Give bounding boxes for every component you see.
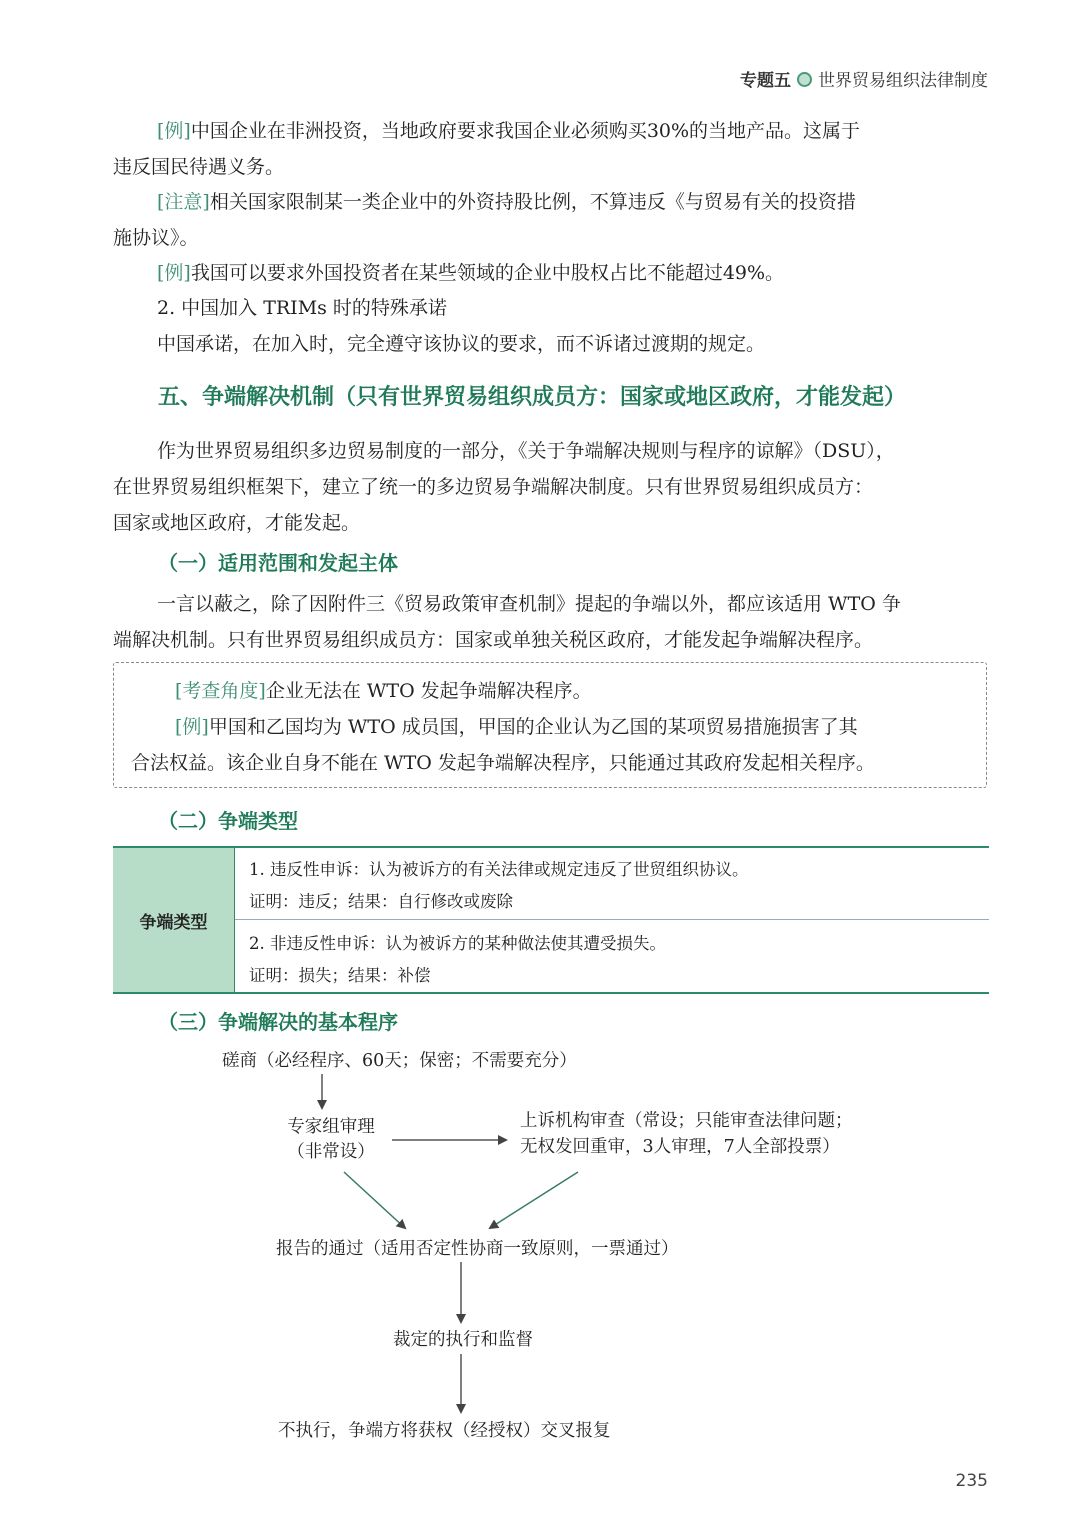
note-tag: [注意] xyxy=(157,191,210,213)
note-line2: 施协议》。 xyxy=(113,227,199,249)
table-row2-line1: 2. 非违反性申诉：认为被诉方的某种做法使其遭受损失。 xyxy=(249,934,666,953)
flow-node-adoption: 报告的通过（适用否定性协商一致原则，一票通过） xyxy=(276,1239,679,1259)
table-row1-line1: 1. 违反性申诉：认为被诉方的有关法律或规定违反了世贸组织协议。 xyxy=(249,860,749,879)
flow-node-appellate xyxy=(520,1108,853,1160)
flow-node-panel xyxy=(277,1115,385,1165)
commitment-text: 中国承诺，在加入时，完全遵守该协议的要求，而不诉诸过渡期的规定。 xyxy=(157,333,766,355)
exam-angle-text: 企业无法在 WTO 发起争端解决程序。 xyxy=(265,680,592,702)
header-title: 世界贸易组织法律制度 xyxy=(818,71,988,91)
page-number: 235 xyxy=(955,1471,988,1491)
exam-angle-tag: [考查角度] xyxy=(175,680,266,702)
subsection-2-title: （二）争端类型 xyxy=(158,809,298,833)
box-example-line1: 甲国和乙国均为 WTO 成员国，甲国的企业认为乙国的某项贸易措施损害了其 xyxy=(208,716,858,738)
subsection-3-title: （三）争端解决的基本程序 xyxy=(158,1010,398,1034)
subsection-1-line2: 端解决机制。只有世界贸易组织成员方：国家或单独关税区政府，才能发起争端解决程序。 xyxy=(113,629,874,651)
table-header-cell: 争端类型 xyxy=(113,848,235,992)
subsection-1-title: （一）适用范围和发起主体 xyxy=(158,551,398,575)
example-2-line1: 我国可以要求外国投资者在某些领域的企业中股权占比不能超过49%。 xyxy=(190,262,785,284)
header-topic: 专题五 xyxy=(740,71,791,91)
example-1-line1: 中国企业在非洲投资，当地政府要求我国企业必须购买30%的当地产品。这属于 xyxy=(190,120,861,142)
arrow-panel-to-adoption xyxy=(344,1172,405,1228)
flow-node-consultation: 磋商（必经程序、60天；保密；不需要充分） xyxy=(222,1051,577,1071)
example-tag: [例] xyxy=(157,262,191,284)
section-5-title: 五、争端解决机制（只有世界贸易组织成员方：国家或地区政府，才能发起） xyxy=(158,385,907,410)
flow-panel-line2: （非常设） xyxy=(287,1142,375,1162)
item-2-heading: 2. 中国加入 TRIMs 时的特殊承诺 xyxy=(157,297,447,319)
box-example-line2: 合法权益。该企业自身不能在 WTO 发起争端解决程序，只能通过其政府发起相关程序。 xyxy=(131,752,875,774)
subsection-1-line1: 一言以蔽之，除了因附件三《贸易政策审查机制》提起的争端以外，都应该适用 WTO 争 xyxy=(157,593,901,615)
example-tag: [例] xyxy=(157,120,191,142)
flow-panel-line1: 专家组审理 xyxy=(287,1117,375,1137)
note-line1: 相关国家限制某一类企业中的外资持股比例，不算违反《与贸易有关的投资措 xyxy=(209,191,856,213)
example-tag: [例] xyxy=(175,716,209,738)
flow-appeal-line1: 上诉机构审查（常设；只能审查法律问题； xyxy=(520,1111,853,1131)
flow-node-retaliation: 不执行，争端方将获权（经授权）交叉报复 xyxy=(278,1421,611,1441)
table-row2-line2: 证明：损失；结果：补偿 xyxy=(249,966,431,985)
flow-node-execution: 裁定的执行和监督 xyxy=(393,1330,533,1350)
table-row1-line2: 证明：违反；结果：自行修改或废除 xyxy=(249,892,513,911)
section-5-line2: 在世界贸易组织框架下，建立了统一的多边贸易争端解决制度。只有世界贸易组织成员方： xyxy=(113,476,874,498)
arrow-appeal-to-adoption xyxy=(490,1172,578,1228)
flow-appeal-line2: 无权发回重审，3人审理，7人全部投票） xyxy=(520,1137,840,1157)
example-1-line2: 违反国民待遇义务。 xyxy=(113,156,285,178)
section-5-line3: 国家或地区政府，才能发起。 xyxy=(113,512,361,534)
section-5-line1: 作为世界贸易组织多边贸易制度的一部分，《关于争端解决规则与程序的谅解》（DSU）， xyxy=(157,440,895,462)
